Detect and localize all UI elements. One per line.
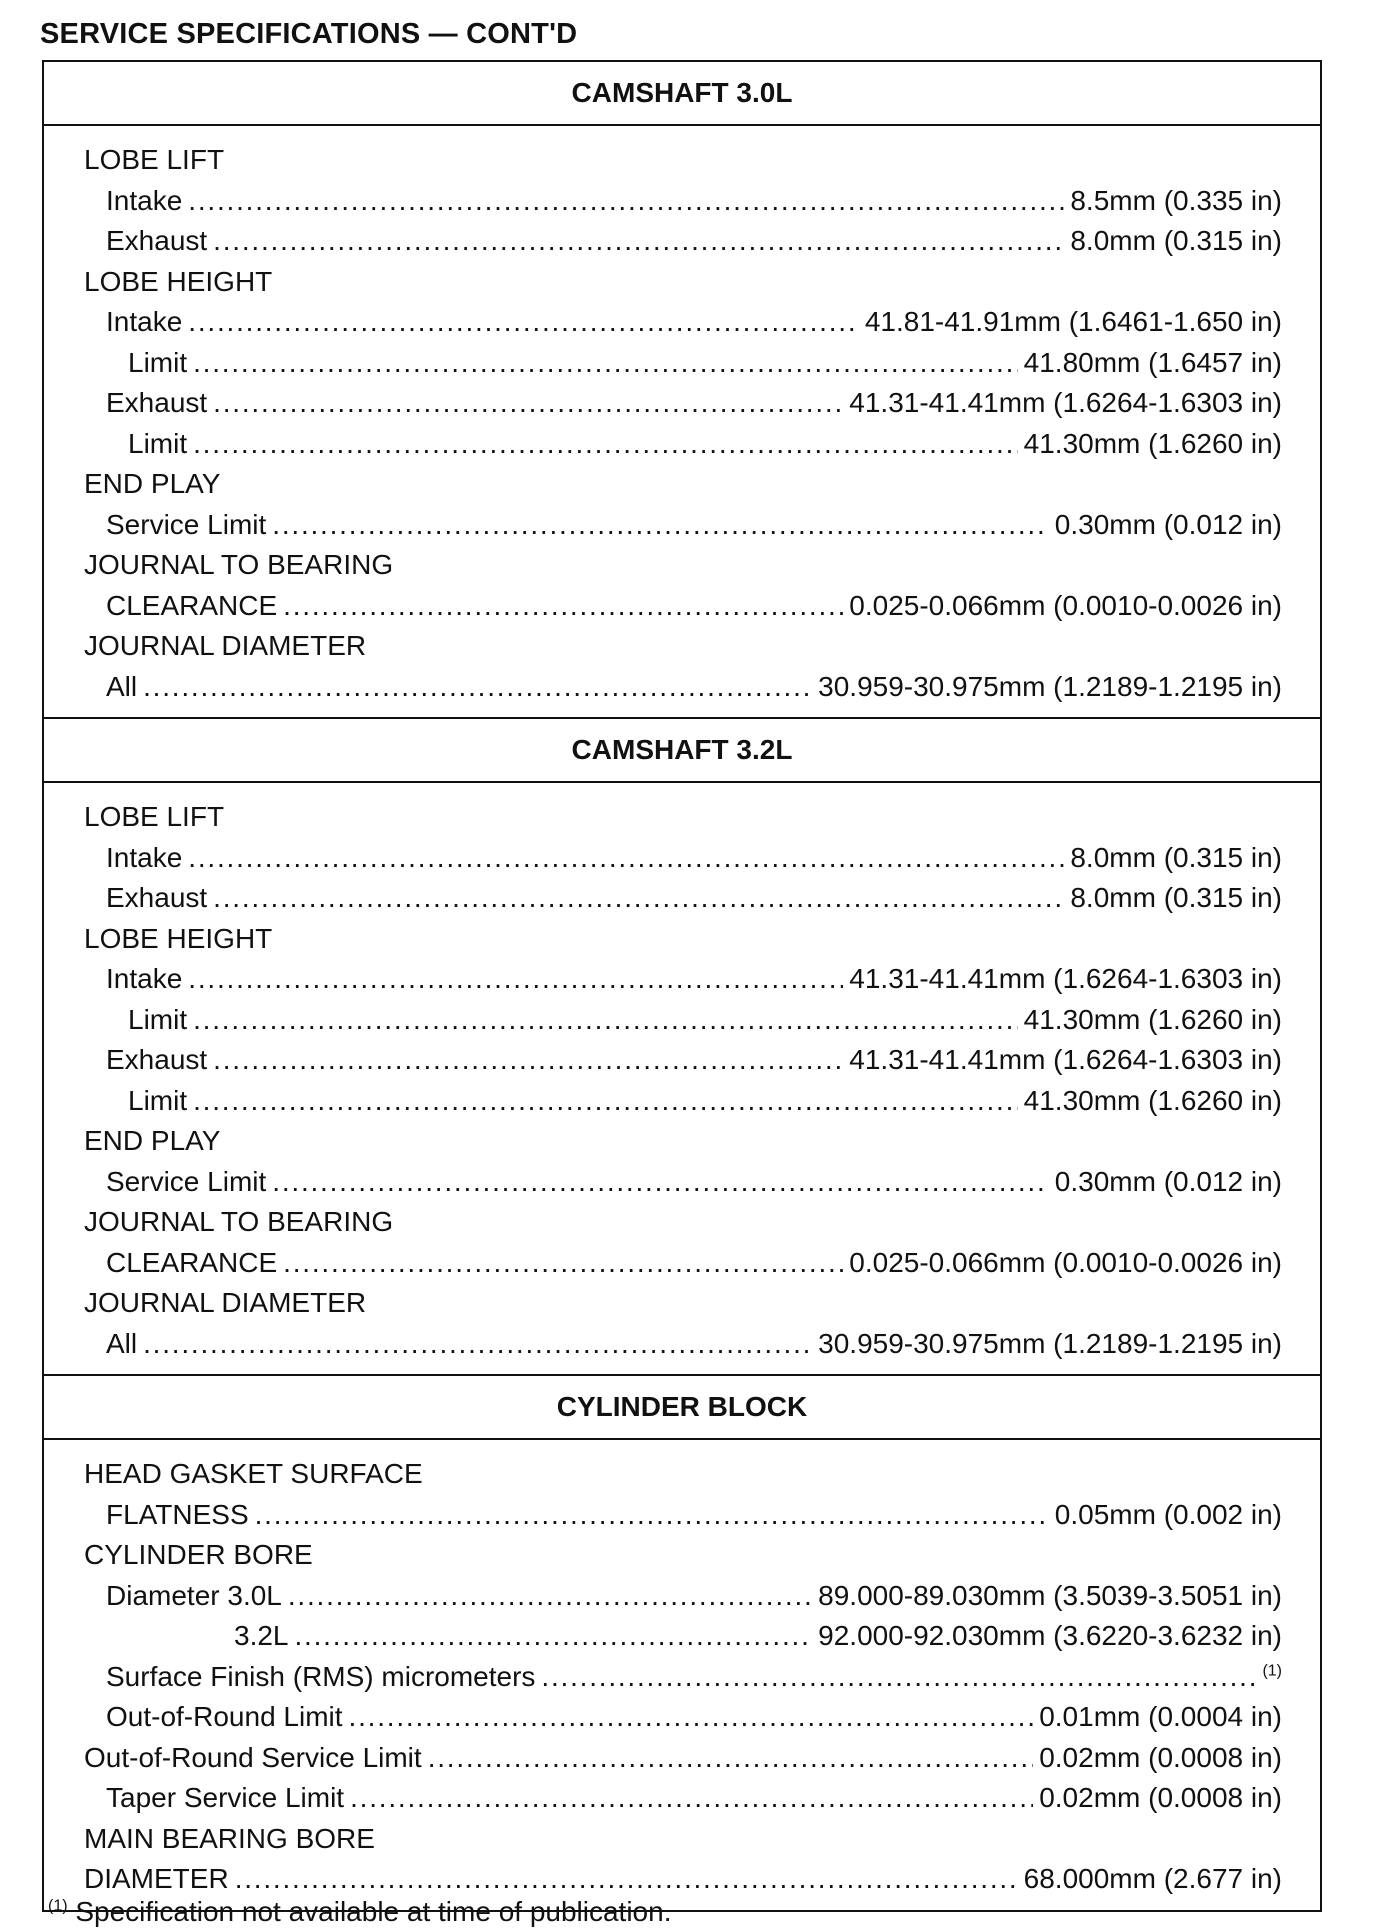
spec-value-text: 8.5mm (0.335 in) [1070,184,1282,216]
spec-value-text: 41.80mm (1.6457 in) [1023,346,1282,378]
spec-value [1262,1661,1282,1693]
spec-value-text: 41.31-41.41mm (1.6264-1.6303 in) [849,963,1282,994]
spec-value [865,306,1282,338]
spec-row [84,671,1282,712]
spec-category [84,1539,1282,1580]
spec-label: JOURNAL DIAMETER [84,630,367,661]
spec-value-text: 30.959-30.975mm (1.2189-1.2195 in) [818,670,1282,702]
spec-label: Taper Service Limit [106,1782,345,1813]
spec-label: Limit [128,346,188,378]
dot-leader [283,1247,843,1279]
spec-category [84,1206,1282,1247]
spec-label: DIAMETER [84,1863,229,1894]
spec-value-text: 8.0mm (0.315 in) [1070,225,1282,256]
section-header: CAMSHAFT 3.0L [44,62,1320,126]
footnote [48,1896,671,1928]
spec-value [1024,1863,1282,1895]
spec-label: Diameter 3.0L [106,1579,282,1611]
spec-value-text: 0.05mm (0.002 in) [1054,1498,1282,1530]
dot-leader [235,1863,1018,1895]
dot-leader [272,509,1049,541]
spec-label: Exhaust [106,1044,208,1075]
spec-label: CYLINDER BORE [84,1539,313,1570]
spec-value-text: 0.02mm (0.0008 in) [1039,1741,1282,1773]
spec-label: JOURNAL DIAMETER [84,1287,367,1318]
spec-row [84,1499,1282,1540]
spec-row [84,842,1282,883]
spec-label: Intake [106,963,183,994]
spec-category [84,1458,1282,1499]
spec-value [1039,1742,1282,1774]
spec-label: JOURNAL TO BEARING [84,549,394,580]
spec-label: FLATNESS [106,1498,249,1530]
spec-value [818,1620,1282,1652]
dot-leader [193,428,1018,460]
dot-leader [428,1742,1034,1774]
spec-value-text: 0.02mm (0.0008 in) [1039,1782,1282,1813]
dot-leader [350,1782,1033,1814]
spec-value [1024,1085,1282,1117]
dot-leader [213,387,843,419]
spec-row [84,1580,1282,1621]
spec-value [818,1580,1282,1612]
page-title: SERVICE SPECIFICATIONS — CONT'D [40,18,578,50]
section-header: CYLINDER BLOCK [44,1374,1320,1440]
spec-value-text: 0.025-0.066mm (0.0010-0.0026 in) [849,589,1282,621]
spec-row [84,963,1282,1004]
dot-leader [188,842,1064,874]
spec-value-text: 0.30mm (0.012 in) [1054,508,1282,540]
spec-label: Exhaust [106,387,208,418]
spec-value-text: 0.01mm (0.0004 in) [1039,1701,1282,1732]
spec-label: All [106,670,138,702]
spec-category [84,549,1282,590]
dot-leader [349,1701,1034,1733]
dot-leader [188,306,859,338]
section-body [44,1440,1320,1910]
spec-label: LOBE LIFT [84,144,225,175]
spec-row [84,185,1282,226]
footnote-ref: (1) [1262,1662,1282,1680]
spec-value-text: 0.30mm (0.012 in) [1054,1165,1282,1197]
spec-value-text: 0.025-0.066mm (0.0010-0.0026 in) [849,1246,1282,1278]
spec-value-text: 41.30mm (1.6260 in) [1023,1003,1282,1035]
spec-label: MAIN BEARING BORE [84,1822,375,1854]
spec-category [84,266,1282,307]
spec-value [1070,185,1282,217]
spec-value [849,963,1282,995]
spec-row [84,1661,1282,1702]
spec-label: LOBE LIFT [84,801,225,832]
spec-row [84,428,1282,469]
spec-row [84,1328,1282,1369]
spec-row [84,1166,1282,1207]
spec-row [84,306,1282,347]
dot-leader [213,225,1064,257]
spec-label: Limit [128,427,188,459]
footnote-text: Specification not available at time of publication. [75,1896,672,1927]
spec-value [1024,428,1282,460]
spec-value-text: 41.30mm (1.6260 in) [1023,427,1282,459]
dot-leader [193,1004,1018,1036]
spec-label: LOBE HEIGHT [84,265,273,297]
spec-value-text: 41.30mm (1.6260 in) [1023,1084,1282,1116]
spec-table [42,60,1322,1912]
dot-leader [193,347,1018,379]
spec-value [1024,1004,1282,1036]
spec-row [84,1701,1282,1742]
spec-value [849,387,1282,419]
spec-label: Out-of-Round Limit [106,1701,343,1732]
spec-label: Service Limit [106,508,267,540]
dot-leader [143,1328,812,1360]
spec-label: 3.2L [234,1620,289,1651]
spec-value [1070,882,1282,914]
dot-leader [295,1620,813,1652]
spec-value-text: 89.000-89.030mm (3.5039-3.5051 in) [818,1579,1282,1611]
dot-leader [193,1085,1018,1117]
spec-row [84,1620,1282,1661]
spec-row [84,1247,1282,1288]
spec-label: Out-of-Round Service Limit [84,1741,422,1773]
spec-row [84,347,1282,388]
spec-label: CLEARANCE [106,589,278,621]
spec-row [84,1004,1282,1045]
spec-label: END PLAY [84,1125,221,1156]
spec-value-text: 8.0mm (0.315 in) [1070,882,1282,913]
spec-value [1070,842,1282,874]
spec-value-text: 92.000-92.030mm (3.6220-3.6232 in) [818,1620,1282,1651]
spec-category [84,144,1282,185]
spec-category [84,1823,1282,1864]
dot-leader [541,1661,1256,1693]
spec-category [84,468,1282,509]
spec-label: Limit [128,1003,188,1035]
spec-value-text: 8.0mm (0.315 in) [1070,841,1282,873]
spec-label: LOBE HEIGHT [84,922,273,954]
spec-label: Service Limit [106,1165,267,1197]
spec-value-text: 41.31-41.41mm (1.6264-1.6303 in) [849,1044,1282,1075]
footnote-marker: (1) [48,1897,68,1915]
spec-label: Intake [106,841,183,873]
spec-value [1070,225,1282,257]
dot-leader [272,1166,1049,1198]
dot-leader [255,1499,1049,1531]
section-body [44,126,1320,717]
spec-label: Exhaust [106,225,208,256]
spec-category [84,801,1282,842]
spec-value [849,1044,1282,1076]
spec-label: JOURNAL TO BEARING [84,1206,394,1237]
spec-row [84,1085,1282,1126]
section-body [44,783,1320,1374]
dot-leader [188,185,1064,217]
spec-row [84,225,1282,266]
dot-leader [213,882,1064,914]
spec-label: END PLAY [84,468,221,499]
spec-value [818,1328,1282,1360]
spec-value [1055,1499,1282,1531]
spec-value-text: 68.000mm (2.677 in) [1023,1863,1282,1894]
spec-value-text: 41.81-41.91mm (1.6461-1.650 in) [864,306,1282,337]
spec-value [1024,347,1282,379]
spec-row [84,1044,1282,1085]
spec-label: All [106,1327,138,1359]
spec-label: Intake [106,184,183,216]
spec-category [84,923,1282,964]
dot-leader [143,671,812,703]
spec-value [849,1247,1282,1279]
spec-value [1039,1701,1282,1733]
spec-value [1055,1166,1282,1198]
dot-leader [283,590,843,622]
spec-value [1039,1782,1282,1814]
spec-value [1055,509,1282,541]
spec-category [84,1287,1282,1328]
spec-row [84,387,1282,428]
spec-label: CLEARANCE [106,1246,278,1278]
spec-row [84,509,1282,550]
spec-value-text: 41.31-41.41mm (1.6264-1.6303 in) [849,387,1282,418]
dot-leader [188,963,843,995]
spec-value [818,671,1282,703]
spec-row [84,1742,1282,1783]
spec-label: HEAD GASKET SURFACE [84,1458,423,1489]
spec-label: Intake [106,306,183,337]
section-header: CAMSHAFT 3.2L [44,717,1320,783]
spec-label: Limit [128,1084,188,1116]
spec-row [84,1782,1282,1823]
spec-label: Surface Finish (RMS) micrometers [106,1660,536,1692]
dot-leader [288,1580,812,1612]
spec-row [84,590,1282,631]
spec-label: Exhaust [106,882,208,913]
spec-value [849,590,1282,622]
spec-value-text: 30.959-30.975mm (1.2189-1.2195 in) [818,1327,1282,1359]
spec-row [84,882,1282,923]
dot-leader [213,1044,843,1076]
spec-category [84,1125,1282,1166]
spec-category [84,630,1282,671]
